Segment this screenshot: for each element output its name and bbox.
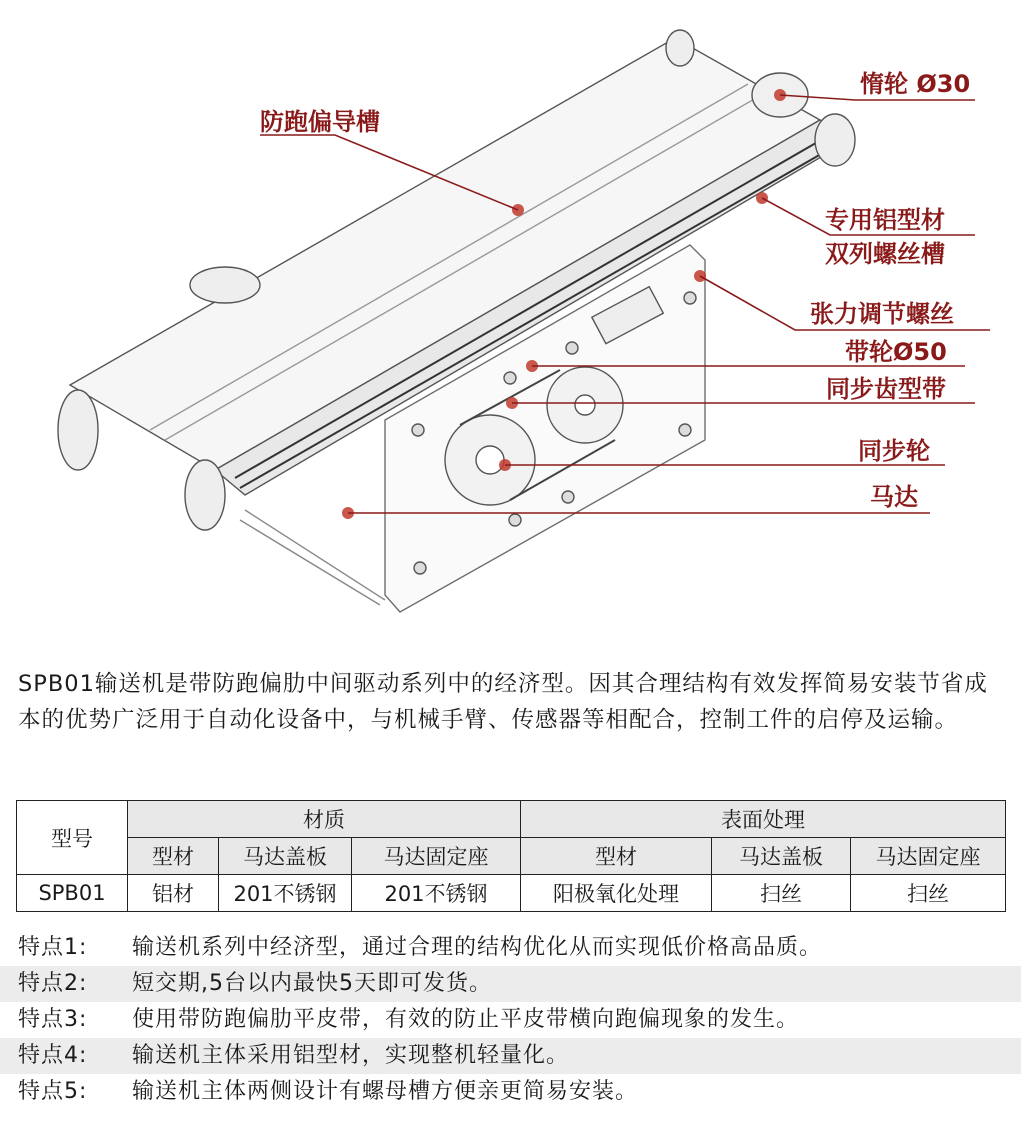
intro-paragraph: SPB01输送机是带防跑偏肋中间驱动系列中的经济型。因其合理结构有效发挥简易安装节省成本的优势广泛用于自动化设备中，与机械手臂、传感器等相配合，控制工件的启停及运输。 bbox=[18, 671, 988, 733]
spec-subheader-row bbox=[17, 838, 1006, 875]
callout-motor: 马达 bbox=[870, 483, 918, 511]
feature-key: 特点1: bbox=[18, 935, 88, 960]
callout-groove: 防跑偏导槽 bbox=[260, 108, 380, 136]
feature-key: 特点3: bbox=[18, 1007, 88, 1032]
cell-cover-material: 201不锈钢 bbox=[219, 875, 352, 912]
synchronous-wheel-hub bbox=[476, 446, 504, 474]
callout-tension: 张力调节螺丝 bbox=[810, 300, 954, 328]
bottom-drum bbox=[190, 267, 260, 303]
header-model: 型号 bbox=[17, 801, 128, 875]
housing-back bbox=[240, 510, 385, 605]
feature-text: 使用带防跑偏肋平皮带，有效的防止平皮带横向跑偏现象的发生。 bbox=[132, 1007, 800, 1032]
cell-profile-material: 铝材 bbox=[128, 875, 219, 912]
callout-timing-belt: 同步齿型带 bbox=[826, 375, 946, 403]
list-item bbox=[0, 1074, 1021, 1110]
callout-profile-1: 专用铝型材 bbox=[825, 206, 945, 234]
cell-mount-material: 201不锈钢 bbox=[352, 875, 521, 912]
subheader-profile: 型材 bbox=[128, 838, 219, 875]
feature-text: 短交期,5台以内最快5天即可发货。 bbox=[132, 971, 492, 996]
conveyor-drawing bbox=[58, 30, 855, 612]
subheader-motor-mount: 马达固定座 bbox=[352, 838, 521, 875]
list-item bbox=[0, 930, 1021, 966]
table-row bbox=[17, 875, 1006, 912]
feature-key: 特点4: bbox=[18, 1043, 88, 1068]
list-item bbox=[0, 1002, 1021, 1038]
feature-key: 特点2: bbox=[18, 971, 88, 996]
belt-pulley-hub bbox=[575, 395, 595, 415]
list-item bbox=[0, 1038, 1021, 1074]
cell-cover-surface: 扫丝 bbox=[712, 875, 851, 912]
subheader-motor-cover-2: 马达盖板 bbox=[712, 838, 851, 875]
callout-sync-wheel: 同步轮 bbox=[858, 437, 930, 465]
right-end-cap bbox=[815, 114, 855, 166]
feature-text: 输送机主体两侧设计有螺母槽方便亲更简易安装。 bbox=[132, 1079, 639, 1104]
callout-profile-2: 双列螺丝槽 bbox=[825, 240, 945, 268]
list-item bbox=[0, 966, 1021, 1002]
callout-idler: 惰轮 Ø30 bbox=[860, 70, 971, 98]
rear-end-cap bbox=[666, 30, 694, 66]
feature-text: 输送机系列中经济型，通过合理的结构优化从而实现低价格高品质。 bbox=[132, 935, 823, 960]
feature-text: 输送机主体采用铝型材，实现整机轻量化。 bbox=[132, 1043, 570, 1068]
left-end-cap bbox=[185, 460, 225, 530]
spec-header-row bbox=[17, 801, 1006, 838]
spec-table bbox=[16, 800, 1006, 912]
cell-model: SPB01 bbox=[17, 875, 128, 912]
subheader-motor-mount-2: 马达固定座 bbox=[851, 838, 1006, 875]
callout-pulley: 带轮Ø50 bbox=[845, 338, 947, 366]
header-material: 材质 bbox=[128, 801, 521, 838]
feature-key: 特点5: bbox=[18, 1079, 88, 1104]
feature-list bbox=[0, 930, 1021, 1110]
cell-profile-surface: 阳极氧化处理 bbox=[521, 875, 712, 912]
left-end-roller bbox=[58, 390, 98, 470]
header-surface: 表面处理 bbox=[521, 801, 1006, 838]
cell-mount-surface: 扫丝 bbox=[851, 875, 1006, 912]
subheader-profile-2: 型材 bbox=[521, 838, 712, 875]
subheader-motor-cover: 马达盖板 bbox=[219, 838, 352, 875]
